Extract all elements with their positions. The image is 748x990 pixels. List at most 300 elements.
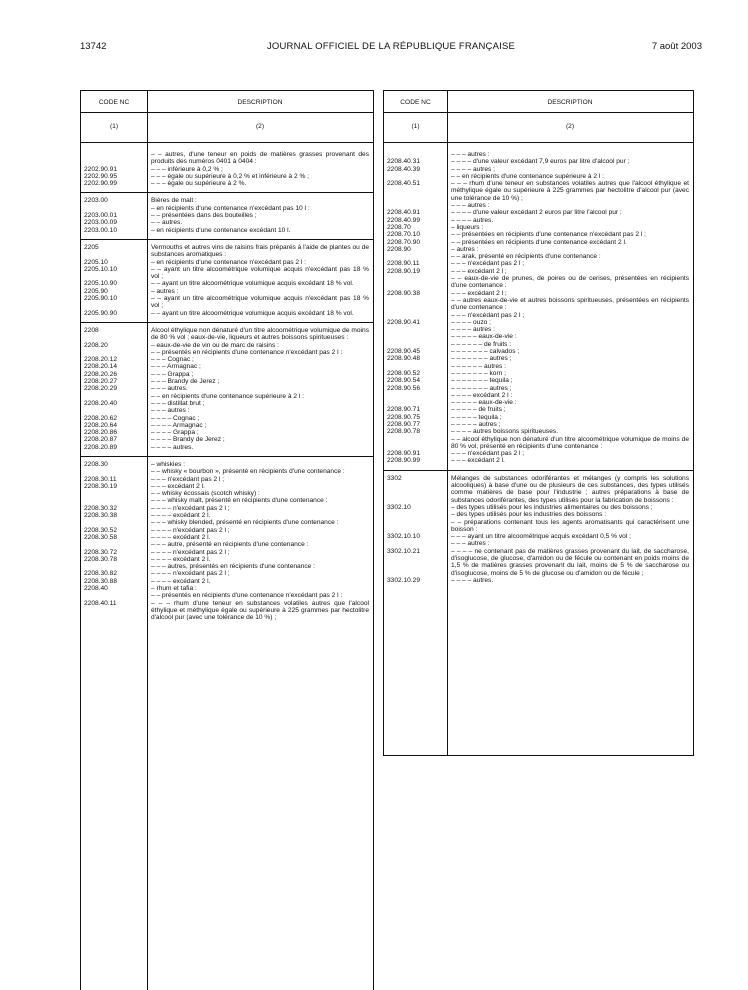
left-table-body (81, 151, 373, 622)
table-row (384, 158, 693, 165)
nc-code: 2208.30.58 (84, 533, 118, 541)
nc-code: 3302 (387, 474, 402, 482)
nc-code: 2208.90.52 (387, 369, 421, 377)
nc-code: 2208.90.11 (387, 260, 420, 268)
description-text: – – – – – eaux-de-vie : (451, 399, 517, 407)
header-divider (81, 112, 373, 113)
nc-code (81, 490, 147, 497)
header-bottom (384, 142, 693, 143)
description-text: – des types utilisés pour les industries alimentaires ou des boissons ; (451, 503, 653, 511)
section-separator (384, 470, 693, 471)
table-row (81, 400, 373, 407)
table-row (81, 266, 373, 281)
nc-code: 2208.90.75 (387, 413, 421, 421)
description-text: – – ayant un titre alcoométrique volumique acquis n'excédant pas 18 % vol ; (151, 295, 371, 310)
nc-code: 2202.90.95 (84, 172, 118, 180)
description-text: – – – – ne contenant pas de matières grasses provenant du lait, de saccharose, d'isoglucose, de glucose, d'amidon ou de fécule ou contenant en poids moins de 1,5 % de matières grasses provenant du lait, moins de 5 % de saccharose ou d'isoglucose, moins de 5 % de glucose ou d'amidon ou de fécule ; (451, 547, 691, 577)
table-row (81, 219, 373, 226)
nc-code (384, 326, 447, 333)
table-row (384, 540, 693, 547)
nc-code (384, 275, 447, 290)
table-row (384, 355, 693, 362)
table-row (81, 570, 373, 577)
table-row (81, 490, 373, 497)
description-text: – – – excédant 2 l ; (451, 289, 507, 297)
description-text: – – en récipients d'une contenance supérieure à 2 l : (151, 392, 305, 400)
table-row (81, 585, 373, 592)
nc-code (384, 333, 447, 340)
description-text: – autres : (451, 245, 479, 253)
table-row (81, 371, 373, 378)
nc-code: 2208.20.87 (84, 436, 118, 444)
table-row (81, 385, 373, 392)
nc-code: 2205.90 (84, 287, 108, 295)
table-row (384, 290, 693, 297)
description-text: – – – – excédant 2 l. (151, 577, 211, 585)
description-text: – des types utilisés pour les industries des boissons : (451, 511, 607, 519)
description-text: – en récipients d'une contenance n'excédant pas 2 l : (151, 258, 307, 266)
table-row (81, 197, 373, 204)
publication-date: 7 août 2003 (651, 41, 702, 52)
description-text: – – – ayant un titre alcoométrique acquis excédant 0,5 % vol ; (451, 533, 631, 541)
description-text: – – – – – de fruits ; (451, 406, 506, 414)
nc-code: 2205.10.10 (84, 265, 118, 273)
nc-code (384, 392, 447, 399)
nc-code: 2208.20.29 (84, 385, 118, 393)
description-header: DESCRIPTION (237, 99, 283, 106)
nc-code: 2208.30 (84, 460, 108, 468)
nc-code (81, 205, 147, 212)
nc-code (81, 349, 147, 356)
nc-code: 2208.20.40 (84, 399, 118, 407)
nc-code (81, 151, 147, 166)
description-text: – whiskies : (151, 460, 186, 468)
nc-code (384, 511, 447, 518)
table-row (81, 512, 373, 519)
nc-code: 2208.90.77 (387, 420, 421, 428)
nc-code: 2208.40.11 (84, 599, 117, 607)
section-separator (81, 239, 373, 240)
description-text: – – – – excédant 2 l. (151, 555, 211, 563)
nc-code (384, 297, 447, 312)
description-text: – – – – excédant 2 l. (151, 512, 211, 520)
description-text: – – – rhum d'une teneur en substances volatiles autres que l'alcool éthylique et méthylique égale ou supérieure à 225 grammes par hectolitre d'alcool pur (avec une tolérance de 10 %) ; (151, 599, 371, 622)
description-text: – – – – n'excédant pas 2 l ; (151, 526, 230, 534)
table-row (81, 483, 373, 490)
table-row (384, 260, 693, 267)
description-text: Bières de malt : (151, 197, 197, 205)
description-text: – – – n'excédant pas 2 l ; (151, 475, 225, 483)
description-text: – – – whisky malt, présenté en récipients d'une contenance : (151, 497, 328, 505)
page-number: 13742 (80, 41, 107, 52)
table-row (81, 534, 373, 541)
description-text: Vermouths et autres vins de raisins frais préparés à l'aide de plantes ou de substances aromatiques : (151, 243, 371, 259)
col1-label: (1) (109, 123, 119, 130)
nc-code (384, 363, 447, 370)
description-text: – – – autres, présentés en récipients d'une contenance : (151, 563, 316, 571)
table-row (81, 563, 373, 570)
table-row (384, 414, 693, 421)
description-text: – – ayant un titre alcoométrique volumique acquis excédant 18 % vol. (151, 280, 354, 288)
nc-code (81, 497, 147, 504)
table-row (81, 476, 373, 483)
right-tariff-table (383, 90, 694, 756)
table-row (81, 461, 373, 468)
nc-code: 3302.10.21 (387, 547, 421, 555)
table-row (384, 166, 693, 173)
nc-code: 2205.90.90 (84, 309, 118, 317)
nc-code: 2203.00 (84, 197, 108, 205)
description-text: – – – – – – – korn ; (451, 369, 506, 377)
table-row (81, 244, 373, 259)
nc-code: 2208.20.86 (84, 429, 118, 437)
description-text: – – – – autres ; (451, 165, 495, 173)
description-text: – – – – – – – autres ; (451, 355, 512, 363)
nc-code (81, 592, 147, 599)
description-text: – – – – Grappa ; (151, 429, 199, 437)
description-text: – – – – autres. (451, 216, 494, 224)
description-text: – – – inférieure à 0,2 % ; (151, 165, 223, 173)
nc-code: 2208.20.26 (84, 370, 118, 378)
table-row (81, 363, 373, 370)
table-row (384, 348, 693, 355)
description-text: – – – excédant 2 l. (451, 457, 505, 465)
table-row (81, 166, 373, 173)
nc-code: 2208.30.88 (84, 577, 118, 585)
nc-code: 2205 (84, 243, 99, 251)
nc-code: 2208.90.54 (387, 377, 421, 385)
table-row (81, 288, 373, 295)
description-text: – – préparations contenant tous les agents aromatisants qui caractérisent une boisson : (451, 518, 691, 533)
nc-code: 2208.30.82 (84, 570, 118, 578)
description-text: – – ayant un titre alcoométrique volumique acquis n'excédant pas 18 % vol ; (151, 265, 371, 281)
nc-code: 2208 (84, 326, 99, 334)
nc-code: 2202.90.99 (84, 180, 118, 188)
description-text: – – – – – eaux-de-vie : (451, 333, 517, 341)
table-row (81, 151, 373, 166)
table-row (384, 333, 693, 340)
description-header: DESCRIPTION (547, 99, 593, 106)
table-row (384, 319, 693, 326)
section-separator (81, 192, 373, 193)
table-row (384, 504, 693, 511)
table-row (384, 519, 693, 534)
nc-code: 2205.10.90 (84, 280, 118, 288)
description-text: – – – – – autres ; (451, 420, 501, 428)
nc-code: 2208.90 (387, 245, 411, 253)
description-text: – – – autres : (151, 407, 190, 415)
table-row (81, 592, 373, 599)
table-row (81, 173, 373, 180)
table-row (384, 511, 693, 518)
description-text: – – ayant un titre alcoométrique volumique acquis excédant 18 % vol. (151, 309, 354, 317)
description-text: – – – n'excédant pas 2 l ; (451, 311, 525, 319)
table-row (384, 180, 693, 202)
table-row (81, 600, 373, 622)
header-bottom (81, 142, 373, 143)
table-row (384, 450, 693, 457)
description-text: – – présentées en récipients d'une contenance n'excédant pas 2 l ; (451, 231, 646, 239)
description-text: – – – – – tequila ; (451, 413, 502, 421)
nc-code: 3302.10.10 (387, 533, 421, 541)
nc-code: 2208.30.78 (84, 555, 118, 563)
nc-code: 2208.40.99 (387, 216, 421, 224)
table-row (384, 312, 693, 319)
description-text: – – – – autres : (451, 326, 495, 334)
table-row (81, 227, 373, 234)
col2-label: (2) (255, 123, 265, 130)
nc-code (384, 202, 447, 209)
description-text: – – – – Cognac ; (151, 414, 200, 422)
description-text: – – autres, d'une teneur en poids de matières grasses provenant des produits des numéros 0401 à 0404 : (151, 151, 371, 166)
description-text: – – – – Armagnac ; (151, 421, 207, 429)
description-text: – – autres eaux-de-vie et autres boissons spiritueuses, présentées en récipients d'une contenance : (451, 296, 691, 312)
nc-code: 2205.10 (84, 258, 108, 266)
table-row (384, 231, 693, 238)
nc-code (81, 519, 147, 526)
description-text: – – – – n'excédant pas 2 l ; (151, 548, 230, 556)
table-row (384, 363, 693, 370)
nc-code: 2208.30.32 (84, 504, 118, 512)
nc-code (384, 540, 447, 547)
table-row (81, 541, 373, 548)
table-row (81, 310, 373, 317)
description-text: – – – n'excédant pas 2 l ; (451, 260, 525, 268)
table-row (384, 239, 693, 246)
table-row (384, 151, 693, 158)
table-row (81, 259, 373, 266)
col2-label: (2) (565, 123, 575, 130)
description-text: – – – – – – – autres ; (451, 384, 512, 392)
table-row (81, 549, 373, 556)
nc-code: 2208.90.48 (387, 355, 421, 363)
description-text: – – – – n'excédant pas 2 l ; (151, 504, 230, 512)
table-row (81, 342, 373, 349)
nc-code: 2208.20.14 (84, 363, 118, 371)
nc-code: 2208.90.56 (387, 384, 421, 392)
table-row (384, 370, 693, 377)
table-row (384, 209, 693, 216)
journal-title: JOURNAL OFFICIEL DE LA RÉPUBLIQUE FRANÇAISE (266, 41, 516, 52)
nc-code: 2208.30.38 (84, 512, 118, 520)
table-row (384, 533, 693, 540)
table-header (81, 91, 373, 143)
nc-code: 2208.20.12 (84, 356, 118, 364)
description-text: – – – excédant 2 l. (151, 482, 205, 490)
table-row (384, 326, 693, 333)
description-text: Mélanges de substances odoriférantes et mélanges (y compris les solutions alcooliques) à base d'une ou de plusieurs de ces substances, des types utilisés comme matières de base pour l'industrie ; autres préparations à base de substances odoriférantes, des types utilisés pour la fabrication de boissons : (451, 474, 691, 504)
nc-code: 2208.20.27 (84, 378, 118, 386)
description-text: – – – – Brandy de Jerez ; (151, 436, 225, 444)
description-text: – – en récipients d'une contenance supérieure à 2 l : (451, 172, 605, 180)
nc-code (81, 393, 147, 400)
table-row (384, 377, 693, 384)
description-text: – en récipients d'une contenance n'excédant pas 10 l : (151, 204, 310, 212)
section-separator (81, 322, 373, 323)
table-row (81, 422, 373, 429)
nc-code: 2208.20.64 (84, 421, 118, 429)
nc-code: 2208.20.89 (84, 443, 118, 451)
nc-code: 2208.90.19 (387, 267, 421, 275)
table-row (81, 378, 373, 385)
table-row (384, 341, 693, 348)
nc-code: 2208.30.72 (84, 548, 118, 556)
table-row (384, 246, 693, 253)
description-text: – – – autres : (451, 540, 490, 548)
nc-code: 2208.90.78 (387, 428, 421, 436)
nc-code: 2208.20.62 (84, 414, 118, 422)
description-text: – – autres. (151, 219, 183, 227)
right-table-body (384, 151, 693, 584)
nc-code: 3302.10.29 (387, 576, 421, 584)
table-row (81, 356, 373, 363)
description-text: – – – – d'une valeur excédant 2 euros par litre l'alcool pur ; (451, 209, 622, 217)
table-row (384, 253, 693, 260)
nc-code: 2208.30.52 (84, 526, 118, 534)
nc-code: 2208.90.91 (387, 450, 421, 458)
description-text: – – – whisky blended, présenté en récipients d'une contenance : (151, 519, 339, 527)
nc-code (384, 341, 447, 348)
table-row (81, 505, 373, 512)
nc-code: 2208.70.90 (387, 238, 421, 246)
nc-code (384, 312, 447, 319)
nc-code: 2203.00.10 (84, 226, 118, 234)
nc-code: 2202.90.91 (84, 165, 118, 173)
table-row (81, 280, 373, 287)
description-text: – – – Cognac ; (151, 356, 194, 364)
table-row (81, 349, 373, 356)
table-row (81, 468, 373, 475)
code-header: CODE NC (98, 99, 130, 106)
table-row (384, 202, 693, 209)
description-text: – – – – d'une valeur excédant 7,9 euros par litre d'alcool pur ; (451, 158, 630, 166)
description-text: – – – – ouzo ; (451, 318, 491, 326)
left-tariff-table (80, 90, 374, 990)
description-text: – – – – – – – calvados ; (451, 348, 520, 356)
table-row (384, 399, 693, 406)
table-row (81, 407, 373, 414)
nc-code: 2208.30.11 (84, 475, 117, 483)
description-text: – – – autres : (451, 202, 490, 210)
nc-code: 3302.10 (387, 503, 411, 511)
section-separator (81, 456, 373, 457)
table-row (81, 436, 373, 443)
table-row (384, 297, 693, 312)
nc-code: 2208.90.71 (387, 406, 421, 414)
nc-code: 2205.90.10 (84, 295, 118, 303)
description-text: – – présentés en récipients d'une contenance n'excédant pas 2 l : (151, 592, 343, 600)
nc-code: 2208.40.31 (387, 158, 421, 166)
table-row (81, 527, 373, 534)
table-row (81, 578, 373, 585)
nc-code: 2208.20 (84, 341, 108, 349)
description-text: – – – excédant 2 l ; (451, 267, 507, 275)
description-text: – – présentées en récipients d'une contenance excédant 2 l. (451, 238, 627, 246)
description-text: – – arak, présenté en récipients d'une contenance : (451, 253, 601, 261)
description-text: – – – – autres. (451, 576, 494, 584)
nc-code: 2208.90.45 (387, 348, 421, 356)
table-row (81, 327, 373, 342)
table-row (81, 295, 373, 310)
description-text: – – – Armagnac ; (151, 363, 201, 371)
table-row (81, 205, 373, 212)
description-text: – – – – – – – tequila ; (451, 377, 513, 385)
table-row (81, 212, 373, 219)
table-row (384, 392, 693, 399)
table-row (384, 217, 693, 224)
nc-code: 2208.90.38 (387, 289, 421, 297)
nc-code: 2208.40 (84, 585, 108, 593)
description-text: – – – – excédant 2 l : (451, 391, 513, 399)
description-text: – – – – autres. (151, 443, 194, 451)
table-row (81, 180, 373, 187)
description-text: – – – autres. (151, 385, 188, 393)
table-row (81, 519, 373, 526)
description-text: – en récipients d'une contenance excédant 10 l. (151, 226, 291, 234)
nc-code (384, 151, 447, 158)
table-row (384, 173, 693, 180)
nc-code (81, 407, 147, 414)
table-row (384, 457, 693, 464)
table-row (81, 393, 373, 400)
description-text: – – – égale ou supérieure à 0,2 % et inférieure à 2 % ; (151, 172, 309, 180)
description-text: – – présentées dans des bouteilles ; (151, 212, 257, 220)
nc-code (81, 541, 147, 548)
table-row (384, 224, 693, 231)
nc-code: 2208.40.91 (387, 209, 421, 217)
nc-code (384, 519, 447, 534)
table-row (384, 475, 693, 504)
description-text: – – présentés en récipients d'une contenance n'excédant pas 2 l : (151, 348, 343, 356)
description-text: – – whisky écossais (scotch whisky) : (151, 490, 260, 498)
nc-code: 2208.40.51 (387, 180, 421, 188)
nc-code (384, 436, 447, 451)
header-divider (384, 112, 693, 113)
nc-code: 2203.00.09 (84, 219, 118, 227)
table-header (384, 91, 693, 143)
description-text: – – – n'excédant pas 2 l ; (451, 450, 525, 458)
description-text: – – – – autres boissons spiritueuses. (451, 428, 559, 436)
table-row (81, 497, 373, 504)
table-row (81, 556, 373, 563)
description-text: – – – – – – autres : (451, 362, 506, 370)
description-text: – – – rhum d'une teneur en substances volatiles autres que l'alcool éthylique et méthylique égale ou supérieure à 225 grammes par hectolitre d'alcool pur (avec une tolérance de 10 %) ; (451, 180, 691, 202)
description-text: – – alcool éthylique non dénaturé d'un titre alcoométrique volumique de moins de 80 % vol, présenté en récipients d'une contenance : (451, 435, 691, 450)
nc-code (384, 253, 447, 260)
table-row (384, 436, 693, 451)
col1-label: (1) (411, 123, 420, 130)
table-row (384, 577, 693, 584)
description-text: – – – Brandy de Jerez ; (151, 378, 220, 386)
description-text: – – whisky « bourbon », présenté en récipients d'une contenance : (151, 468, 345, 476)
description-text: – – – Grappa ; (151, 370, 194, 378)
description-text: – autres : (151, 287, 179, 295)
code-header: CODE NC (400, 99, 431, 106)
description-text: – – – autres : (451, 151, 490, 158)
nc-code: 2208.70 (387, 223, 411, 231)
description-text: – rhum et tafia : (151, 585, 197, 593)
table-row (81, 415, 373, 422)
nc-code (384, 399, 447, 406)
page-header (80, 41, 702, 55)
description-text: – – – distillat brut ; (151, 399, 205, 407)
description-text: – – eaux-de-vie de prunes, de poires ou de cerises, présentées en récipients d'une contenance : (451, 275, 691, 290)
description-text: – – – – n'excédant pas 2 l ; (151, 570, 230, 578)
description-text: – liqueurs : (451, 223, 484, 231)
description-text: – eaux-de-vie de vin ou de marc de raisins : (151, 341, 279, 349)
description-text: – – – autre, présenté en récipients d'une contenance : (151, 541, 309, 549)
table-row (384, 385, 693, 392)
